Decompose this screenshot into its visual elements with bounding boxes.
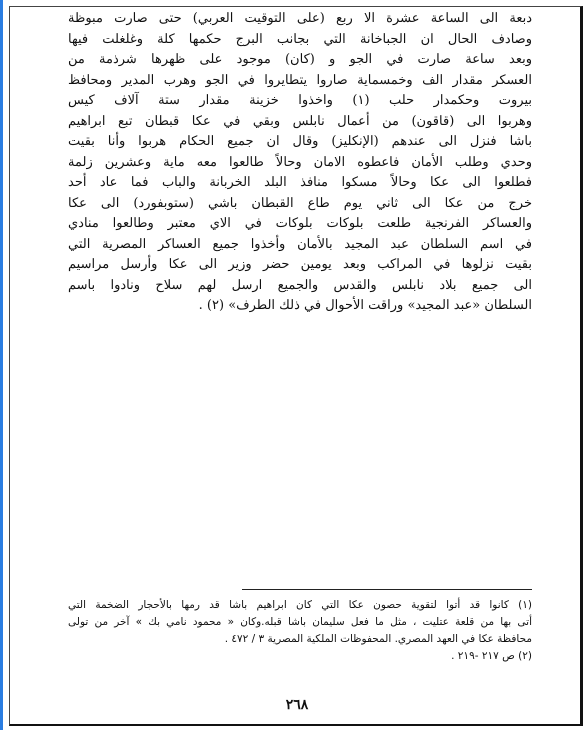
text-line: في اسم السلطان عبد المجيد بالأمان وأخذوا جميع العساكر المصرية التي [68, 236, 532, 252]
text-line: وهربوا الى (قاقون) من أعمال نابلس وبقي في عكا قبطان تبع ابراهيم [68, 113, 532, 129]
text-line: خرج من عكا الى ثاني يوم طاع القبطان باشي (ستوبفورد) الى عكا [68, 195, 532, 211]
footnote-line: (١) كانوا قد أتوا لتقوية حصون عكا التي كان ابراهيم باشا قد رمها بالأحجار الضخمة التي [68, 599, 532, 611]
footnotes [68, 597, 532, 665]
text-line: الى جميع بلاد نابلس والقدس والجميع ارسل لهم سلاح ونادوا باسم [68, 277, 532, 293]
main-text [68, 9, 532, 317]
text-line: فطلعوا الى عكا وحالاً مسكوا منافذ البلد الخربانة والباب فما عاد أحد [68, 175, 532, 190]
page-number: ٢٦٨ [285, 697, 309, 713]
text-line: وحدي وطلب الأمان فاعطوه الامان وحالاً طالعوا معه ماية وعشرين زلمة [68, 154, 532, 170]
text-line: بيروت وحكمدار حلب (١) واخذوا خزينة مقدار ستة آلاف كيس [68, 93, 533, 108]
footnote-line: أتى بها من قلعة عتليت ، مثل ما فعل سليمان باشا قبله.وكان « محمود نامي بك » آخر من تولى [68, 616, 532, 628]
scanned-page [9, 6, 583, 726]
text-line: والعساكر الفرنجية طلعت بلوكات بلوكات في الاي معتبر وطالعوا منادي [68, 216, 532, 231]
text-line: وصادف الحال ان الجباخانة التي بجانب البرج حكمها كلة وغلغلت فيها [68, 31, 532, 47]
footnote-line: (٢) ص ٢١٧ -٢١٩ . [451, 650, 532, 662]
text-line: العسكر مقدار الف وخمسماية صاروا يتطايروا في الجو وهرب المدير ومحافظ [68, 72, 532, 88]
footnote-divider [242, 589, 532, 590]
footnote-line: محافظة عكا في العهد المصري. المحفوظات الملكية المصرية ٣ / ٤٧٢ . [224, 633, 532, 645]
text-line: السلطان «عبد المجيد» وراقت الأحوال في ذلك الطرف» (٢) . [198, 298, 532, 313]
text-line: دبعة الى الساعة عشرة الا ربع (على التوقيت العربي) حتى صارت مبوظة [68, 11, 532, 26]
text-line: بقيت نزلوها في المراكب وبعد يومين حضر وزير الى عكا وأرسل مراسيم [68, 257, 532, 272]
text-line: وبعد ساعة صارت في الجو و (كان) موجود على ظهرها شرذمة من [68, 52, 532, 67]
text-line: باشا فنزل الى عندهم (الإنكليز) وقال ان جميع الحكام هربوا وأنا بقيت [68, 134, 532, 149]
